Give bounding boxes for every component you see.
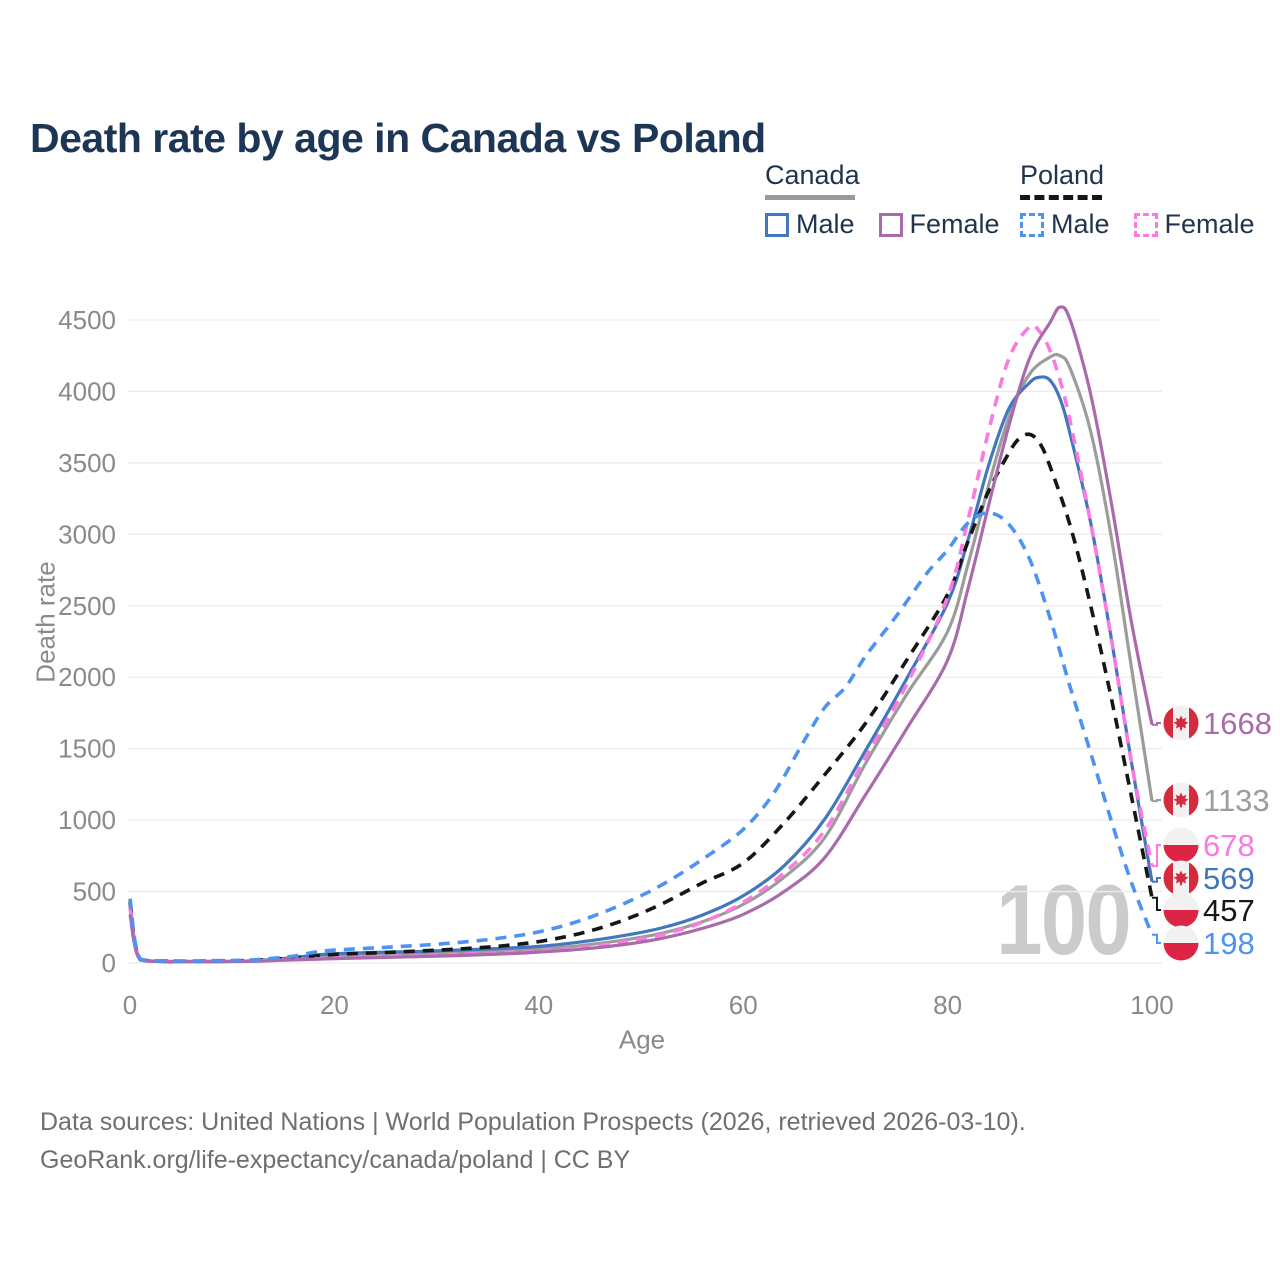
- y-axis-title: Death rate: [30, 561, 61, 683]
- y-tick-label-4000: 4000: [58, 376, 116, 407]
- age-watermark: 100: [996, 864, 1130, 975]
- end-label-connector-canada-female: [1152, 723, 1161, 725]
- end-value-poland-female: 678: [1203, 828, 1255, 863]
- flag-poland-icon: [1163, 925, 1199, 961]
- flag-poland-icon: [1163, 892, 1199, 928]
- x-tick-label-100: 100: [1130, 990, 1174, 1020]
- canada-line-style-swatch: [765, 195, 855, 200]
- x-tick-label-20: 20: [319, 990, 349, 1020]
- x-tick-label-60: 60: [728, 990, 758, 1020]
- y-tick-label-2500: 2500: [58, 590, 116, 621]
- flag-canada-icon: [1163, 705, 1199, 741]
- flag-canada-icon: [1163, 782, 1199, 818]
- end-value-canada-both: 1133: [1203, 783, 1270, 818]
- x-tick-label-40: 40: [524, 990, 554, 1020]
- end-value-poland-male: 198: [1203, 926, 1255, 961]
- y-tick-label-4500: 4500: [58, 305, 116, 335]
- y-tick-label-3500: 3500: [58, 447, 116, 478]
- canada-female-label: Female: [909, 209, 1000, 239]
- legend-item-poland-female[interactable]: [1134, 209, 1255, 240]
- series-line-poland-female[interactable]: [130, 325, 1152, 962]
- x-tick-label-0: 0: [122, 990, 138, 1020]
- end-value-canada-male: 569: [1203, 861, 1255, 896]
- flag-poland-icon: [1163, 827, 1199, 863]
- poland-male-label: Male: [1051, 209, 1110, 239]
- poland-line-style-swatch: [1020, 195, 1102, 200]
- end-value-poland-both: 457: [1203, 893, 1255, 928]
- x-tick-label-80: 80: [933, 990, 963, 1020]
- canada-male-label: Male: [796, 209, 855, 239]
- series-line-canada-female[interactable]: [130, 307, 1152, 962]
- poland-female-swatch-icon: [1134, 213, 1158, 237]
- series-line-poland-both[interactable]: [130, 434, 1152, 961]
- page-title: Death rate by age in Canada vs Poland: [30, 115, 766, 162]
- y-tick-label-2000: 2000: [58, 662, 116, 693]
- legend-canada-title[interactable]: Canada: [765, 160, 860, 190]
- y-tick-label-500: 500: [72, 876, 116, 907]
- footer: [40, 1103, 1026, 1179]
- poland-female-label: Female: [1164, 209, 1255, 239]
- canada-female-swatch-icon: [879, 213, 903, 237]
- y-tick-label-3000: 3000: [58, 519, 116, 550]
- legend-item-poland-male[interactable]: [1020, 209, 1110, 240]
- y-tick-label-1000: 1000: [58, 805, 116, 836]
- series-line-poland-male[interactable]: [130, 513, 1152, 961]
- end-value-canada-female: 1668: [1203, 706, 1272, 741]
- footer-data-sources: Data sources: United Nations | World Population Prospects (2026, retrieved 2026-03-10).: [40, 1108, 1026, 1136]
- legend-item-canada-male[interactable]: [765, 209, 855, 240]
- canada-male-swatch-icon: [765, 213, 789, 237]
- series-line-canada-both[interactable]: [130, 355, 1152, 962]
- poland-male-swatch-icon: [1020, 213, 1044, 237]
- end-label-connector-canada-male: [1152, 878, 1161, 882]
- end-label-connector-poland-both: [1152, 898, 1161, 910]
- flag-canada-icon: [1163, 860, 1199, 896]
- legend-item-canada-female[interactable]: [879, 209, 1000, 240]
- legend-group-poland: [1020, 160, 1279, 240]
- x-axis-title: Age: [618, 1024, 666, 1055]
- y-tick-label-1500: 1500: [58, 733, 116, 764]
- end-label-connector-canada-both: [1152, 800, 1161, 801]
- end-label-connector-poland-female: [1152, 845, 1161, 866]
- legend-group-canada: [765, 160, 1024, 240]
- legend-poland-title[interactable]: Poland: [1020, 160, 1105, 190]
- y-tick-label-0: 0: [101, 948, 116, 978]
- footer-attribution: GeoRank.org/life-expectancy/canada/poland | CC BY: [40, 1146, 631, 1174]
- end-label-connector-poland-male: [1152, 935, 1161, 943]
